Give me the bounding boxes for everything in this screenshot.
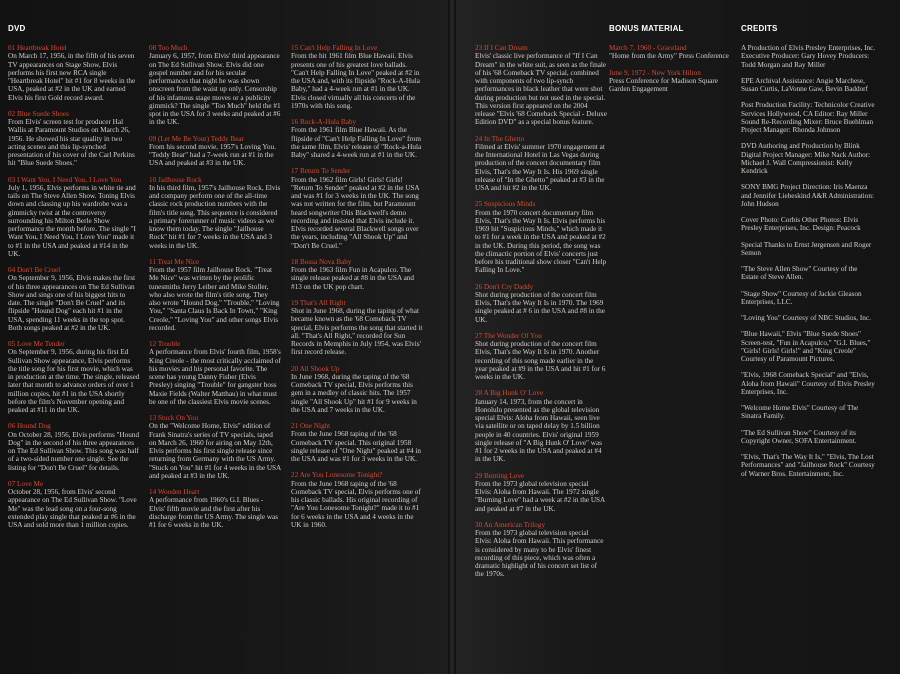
track-entry <box>291 422 423 463</box>
track-entry <box>475 44 607 127</box>
track-entry <box>475 332 607 382</box>
track-entry-title: 21 One Night <box>291 422 331 430</box>
track-entry-description: From the hit 1961 film Blue Hawaii. Elvis presents one of his greatest love ballads. "Can't Help Falling In Love" peaked at #2 in the USA and, with its flipside "Rock-A-Hula Baby," had a 4-week run at #1 in the UK. Elvis closed virtually all his concerts of the 1970s with this song. <box>291 52 420 110</box>
track-entry <box>291 44 423 110</box>
track-entry-title: 12 Trouble <box>149 340 181 348</box>
track-entry-description: Shot during production of the concert film Elvis, That's the Way It Is in 1970. Another recording of this song made earlier in the year peaked at #9 in the USA and hit #1 for 6 weeks in the UK. <box>475 340 606 381</box>
track-entry <box>475 200 607 274</box>
track-entry-description: On October 28, 1956, Elvis performs "Hound Dog" in the second of his three appearances on The Ed Sullivan Show. This song was half of a two-sided number one single. See the listing for "Don't Be Cruel" for details. <box>8 430 140 472</box>
track-entry-title: 06 Hound Dog <box>8 422 51 431</box>
track-entry-description: From the 1970 concert documentary film Elvis, That's the Way It Is. Elvis performs his 1969 hit "Suspicious Minds," which made it to #1 for a week in the USA and peaked at #2 in the UK. During this period, the song was the climactic portion of Elvis' concerts just before his traditional show closer "Can't Help Falling In Love." <box>475 208 607 275</box>
track-entry-title: 26 Don't Cry Daddy <box>475 282 534 291</box>
track-entry-description: From the June 1968 taping of the '68 Comeback TV special, Elvis performs one of his classic ballads. His original recording of "Are You Lonesome Tonight?" made it to #1 for 6 weeks in the USA and 4 weeks in the UK in 1960. <box>291 479 421 529</box>
track-entry-title: 15 Can't Help Falling In Love <box>291 44 378 52</box>
track-entry <box>8 422 140 472</box>
track-entry-description: Shot in June 1968, during the taping of what became known as the '68 Comeback TV special, Elvis performs the song that started it all. "That's All Right," recorded for Sun Records in Memphis in July 1954, was Elvis' first record release. <box>291 307 423 357</box>
track-entry <box>8 176 140 259</box>
track-entry-description: On September 9, 1956, during his first Ed Sullivan Show appearance, Elvis performs the title song for his first movie, which was in production at the time. The single, released later that month to advance orders of over 1 million copies, hit #1 in the USA shortly before the film's November opening and peaked at #11 in the UK. <box>8 348 140 414</box>
credit-paragraph: "Elvis, That's The Way It Is," "Elvis, The Lost Performances" and "Jailhouse Rock" Courtesy of Warner Bros. Entertainment, Inc. <box>741 453 875 478</box>
track-entry-description: From his second movie, 1957's Loving You. "Teddy Bear" had a 7-week run at #1 in the USA and peaked at #3 in the UK. <box>149 142 276 168</box>
page-fold <box>448 0 456 674</box>
track-entry-title: 18 Bossa Nova Baby <box>291 257 352 266</box>
credit-paragraph: "Elvis, 1968 Comeback Special" and "Elvis, Aloha from Hawaii" Courtesy of Elvis Presley Enterprises, Inc. <box>741 371 875 396</box>
track-entry <box>291 258 423 291</box>
credit-paragraph: Post Production Facility: Technicolor Creative Services Hollywood, CA Editor: Ray Miller Sound Re-Recording Mixer: Bruce Buehlman Project Manager: Rhonda Johnson <box>741 101 875 134</box>
track-entry-title: 08 Too Much <box>149 44 188 52</box>
track-entry-title: 14 Wooden Heart <box>149 488 200 496</box>
track-entry <box>149 414 281 480</box>
track-entry-title: 30 An American Trilogy <box>475 520 546 529</box>
bonus-entry <box>609 69 734 94</box>
credit-paragraph: "Loving You" Courtesy of NBC Studios, Inc. <box>741 314 871 322</box>
track-entry <box>149 488 281 529</box>
track-entry <box>475 135 607 193</box>
credit-paragraph: A Production of Elvis Presley Enterprises, Inc. Executive Producer: Gary Hovey Producers: Todd Morgan and Ray Miller <box>741 44 876 69</box>
credit-paragraph: Cover Photo: Corbis Other Photos: Elvis Presley Enterprises, Inc. Design: Peacock <box>741 216 861 233</box>
credit-paragraph: "Welcome Home Elvis" Courtesy of The Sinatra Family. <box>741 404 859 421</box>
track-entry-description: July 1, 1956, Elvis performs in white tie and tails on The Steve Allen Show. Toning Elvis down and classing up his wardrobe was a gimmicky twist at the controversy surrounding his Milton Berle Show performance the month before. The single "I Want You, I Need You, I Love You" made it to #1 in the USA and peaked at #14 in the UK. <box>8 183 136 258</box>
credits-list <box>741 44 876 486</box>
track-entry-title: 11 Treat Me Nice <box>149 257 200 266</box>
track-column-3 <box>291 44 423 537</box>
track-entry-title: 10 Jailhouse Rock <box>149 175 202 184</box>
track-entry-description: Elvis' classic live performance of "If I Can Dream" in the white suit, as seen as the finale of his '68 Comeback TV special, combined with components of two lip-synch performances in black leather that were shot during production but not used in the special. This version first appeared on the 2004 release "Elvis '68 Comeback Special - Deluxe Edition DVD" as a special bonus feature. <box>475 52 607 127</box>
credit-paragraph: "The Steve Allen Show" Courtesy of the Estate of Steve Allen. <box>741 265 858 282</box>
track-entry-title: 17 Return To Sender <box>291 167 351 176</box>
dvd-header: DVD <box>8 24 26 33</box>
track-entry <box>475 521 607 579</box>
bonus-entry-description: "Home from the Army" Press Conference <box>609 52 729 61</box>
track-entry <box>475 472 607 513</box>
track-column-1 <box>8 44 140 537</box>
track-column-4 <box>475 44 607 587</box>
track-entry <box>8 266 140 332</box>
track-entry-description: On the "Welcome Home, Elvis" edition of Frank Sinatra's series of TV specials, taped on March 26, 1960 for airing on May 12th, Elvis performs his first single release since returning from Germany with the US Army. "Stuck on You" hit #1 for 4 weeks in the USA and peaked at #3 in the UK. <box>149 422 281 480</box>
track-entry-title: 29 Burning Love <box>475 471 525 480</box>
track-entry-title: 02 Blue Suede Shoes <box>8 109 69 118</box>
credit-paragraph: "The Ed Sullivan Show" Courtesy of its Copyright Owner, SOFA Entertainment. <box>741 428 857 445</box>
track-entry-description: From the June 1968 taping of the '68 Comeback TV special. This original 1958 single release of "One Night" peaked at #4 in the USA and was #1 for 3 weeks in the UK. <box>291 430 422 463</box>
track-entry-description: From the 1957 film Jailhouse Rock. "Treat Me Nice" was written by the prolific tunesmiths Jerry Leiber and Mike Stoller, who also wrote the film's title song. They also wrote "Hound Dog," "Trouble," "Loving You," "Santa Claus Is Back In Town," "King Creole," "Loving You" and other songs Elvis recorded. <box>149 266 280 332</box>
track-entry-description: From the 1963 film Fun in Acapulco. The single release peaked at #8 in the USA and #13 on the UK pop chart. <box>291 266 414 291</box>
track-column-2 <box>149 44 281 537</box>
track-entry-description: From the 1962 film Girls! Girls! Girls! "Return To Sender" peaked at #2 in the USA and was #1 for 3 weeks in the UK. The song was not written for the film, but Paramount heard songwriter Otis Blackwell's demo recording and insisted that Elvis include it. Elvis recorded several Blackwell songs over the years, including "All Shook Up" and "Don't Be Cruel." <box>291 175 420 250</box>
track-entry-description: From the 1973 global television special Elvis: Aloha from Hawaii. This performance is considered by many to be Elvis' finest recording of this piece, which was often a dramatic highlight of his concert set list of the 1970s. <box>475 529 604 579</box>
credit-paragraph: Special Thanks to Ernst Jørgensen and Roger Semon <box>741 240 872 257</box>
track-entry-description: Filmed at Elvis' summer 1970 engagement at the International Hotel in Las Vegas during production of the concert documentary film Elvis, That's the Way It Is. His 1969 single release of "In the Ghetto" peaked at #3 in the USA and hit #2 in the UK. <box>475 142 605 192</box>
track-entry <box>291 365 423 415</box>
track-entry-title: 05 Love Me Tender <box>8 340 65 348</box>
track-entry-title: 04 Don't Be Cruel <box>8 266 61 274</box>
track-entry-title: 09 (Let Me Be Your) Teddy Bear <box>149 134 244 143</box>
credit-paragraph: EPE Archival Assistance: Angie Marchese, Susan Curtis, LaVonne Gaw, Bevin Baddorf <box>741 76 868 93</box>
track-entry-description: A performance from Elvis' fourth film, 1958's King Creole - the most critically acclaimed of his movies and his personal favorite. The scene has young Danny Fisher (Elvis Presley) singing "Trouble" for gangster boss Maxie Fields (Walter Matthau) in what must be one of the classiest Elvis movie scenes. <box>149 348 281 406</box>
track-entry-description: On March 17, 1956, in the fifth of his seven TV appearances on Stage Show, Elvis performs his first new RCA single "Heartbreak Hotel" hit #1 for 8 weeks in the USA, peaked at #2 in the UK and earned Elvis his first Gold record award. <box>8 52 136 102</box>
track-entry <box>291 299 423 357</box>
track-entry-title: 23 If I Can Dream <box>475 44 528 52</box>
credits-header: CREDITS <box>741 24 778 33</box>
track-entry <box>291 471 423 529</box>
track-entry-description: In June 1968, during the taping of the '68 Comeback TV special, Elvis performs this gem in a medley of classic hits. The 1957 single "All Shook Up" hit #1 for 9 weeks in the USA and 7 weeks in the UK. <box>291 372 417 414</box>
track-entry-description: From Elvis' screen test for producer Hal Wallis at Paramount Studios on March 26, 1956. He showed his star quality in two acting scenes and this lip-synched presentation of his cover of the Carl Perkins hit "Blue Suede Shoes." <box>8 118 135 168</box>
track-entry-description: From the 1961 film Blue Hawaii. As the flipside of "Can't Help Falling In Love" from the same film, Elvis' release of "Rock-a-Hula Baby" shared a 4-week run at #1 in the UK. <box>291 126 422 159</box>
track-entry <box>291 118 423 159</box>
track-entry <box>8 44 140 102</box>
bonus-material-header: BONUS MATERIAL <box>609 24 684 33</box>
credit-paragraph: SONY BMG Project Direction: Iris Maenza and Jennifer Liebeskind A&R Administration: John Hudson <box>741 183 874 208</box>
credit-paragraph: "Blue Hawaii," Elvis "Blue Suede Shoes" Screen-test, "Fun in Acapulco," "G.I. Blues," "Girls! Girls! Girls!" and "King Creole" Courtesy of Paramount Pictures. <box>741 330 871 363</box>
track-entry-description: January 14, 1973, from the concert in Honolulu presented as the global television special Elvis: Aloha from Hawaii, seen live via satellite or on taped delay by 1.5 billion people in 40 countries. Elvis' original 1959 single release of "A Big Hunk O' Love" was #1 for 2 weeks in the USA and peaked at #4 in the UK. <box>475 397 602 464</box>
track-entry-title: 24 In The Ghetto <box>475 134 525 143</box>
track-entry-title: 28 A Big Hunk O' Love <box>475 389 544 398</box>
track-entry <box>149 176 281 250</box>
track-entry <box>475 389 607 463</box>
bonus-entry-description: Press Conference for Madison Square Garden Engagement <box>609 76 718 93</box>
track-entry-description: A performance from 1960's G.I. Blues - Elvis' fifth movie and the first after his discharge from the US Army. The single was #1 for 6 weeks in the UK. <box>149 496 279 529</box>
track-entry-title: 03 I Want You, I Need You, I Love You <box>8 175 122 184</box>
bonus-entry-title: March 7, 1960 - Graceland <box>609 44 687 52</box>
track-entry <box>8 110 140 168</box>
track-entry-title: 19 That's All Right <box>291 298 346 307</box>
bonus-entry-title: June 9, 1972 - New York Hilton <box>609 68 701 77</box>
track-entry-title: 01 Heartbreak Hotel <box>8 44 67 52</box>
track-entry-title: 22 Are You Lonesome Tonight? <box>291 471 383 480</box>
track-entry-title: 20 All Shook Up <box>291 364 340 373</box>
track-entry-title: 25 Suspicious Minds <box>475 200 536 209</box>
track-entry <box>149 340 281 406</box>
track-entry-description: Shot during production of the concert film Elvis, That's the Way It Is in 1970. The 1969 single peaked at # 6 in the USA and #8 in the UK. <box>475 290 605 324</box>
track-entry-description: In his third film, 1957's Jailhouse Rock, Elvis and company perform one of the all-time classic rock production numbers with the film's title song. This sequence is considered a primary forerunner of music videos as we know them today. The single "Jailhouse Rock" hit #1 for 7 weeks in the USA and 3 weeks in the UK. <box>149 183 281 250</box>
credit-paragraph: DVD Authoring and Production by Blink Digital Project Manager: Mike Nack Author: Michael J. Wall Compressionist: Kelly Kendrick <box>741 142 871 175</box>
track-entry-title: 07 Love Me <box>8 479 44 488</box>
track-entry <box>291 167 423 250</box>
track-entry <box>149 44 281 127</box>
track-entry-description: On September 9, 1956, Elvis makes the first of his three appearances on The Ed Sullivan Show and sings one of his biggest hits to date. The single "Don't Be Cruel" and its flipside "Hound Dog" each hit #1 in the USA, spending 11 weeks in the top spot. Both songs peaked at #2 in the UK. <box>8 274 136 332</box>
track-entry-title: 13 Stuck On You <box>149 414 199 422</box>
track-entry <box>8 340 140 414</box>
track-entry <box>8 480 140 530</box>
track-entry-description: October 28, 1956, from Elvis' second appearance on The Ed Sullivan Show. "Love Me" was the lead song on a four-song extended play single that peaked at #6 in the USA and sold more than 1 million copies. <box>8 488 137 529</box>
bonus-material-list <box>609 44 734 101</box>
track-entry-title: 16 Rock-A-Hula Baby <box>291 118 357 126</box>
track-entry-description: From the 1973 global television special Elvis: Aloha from Hawaii. The 1972 single "Burning Love" had a week at #2 in the USA and peaked at #7 in the UK. <box>475 479 605 513</box>
track-entry <box>149 135 281 168</box>
track-entry <box>149 258 281 332</box>
track-entry-description: January 6, 1957, from Elvis' third appearance on The Ed Sullivan Show. Elvis did one gospel number and for his secular performances that night he was shown onscreen from the waist up only. Censorship of his infamous stage moves or a publicity gimmick? The single "Too Much" held the #1 spot in the USA for 3 weeks and peaked at #6 in the UK. <box>149 52 281 127</box>
track-entry-title: 27 The Wonder Of You <box>475 331 542 340</box>
track-entry <box>475 283 607 324</box>
bonus-entry <box>609 44 734 61</box>
credit-paragraph: "Stage Show" Courtesy of Jackie Gleason Enterprises, LLC. <box>741 289 862 306</box>
